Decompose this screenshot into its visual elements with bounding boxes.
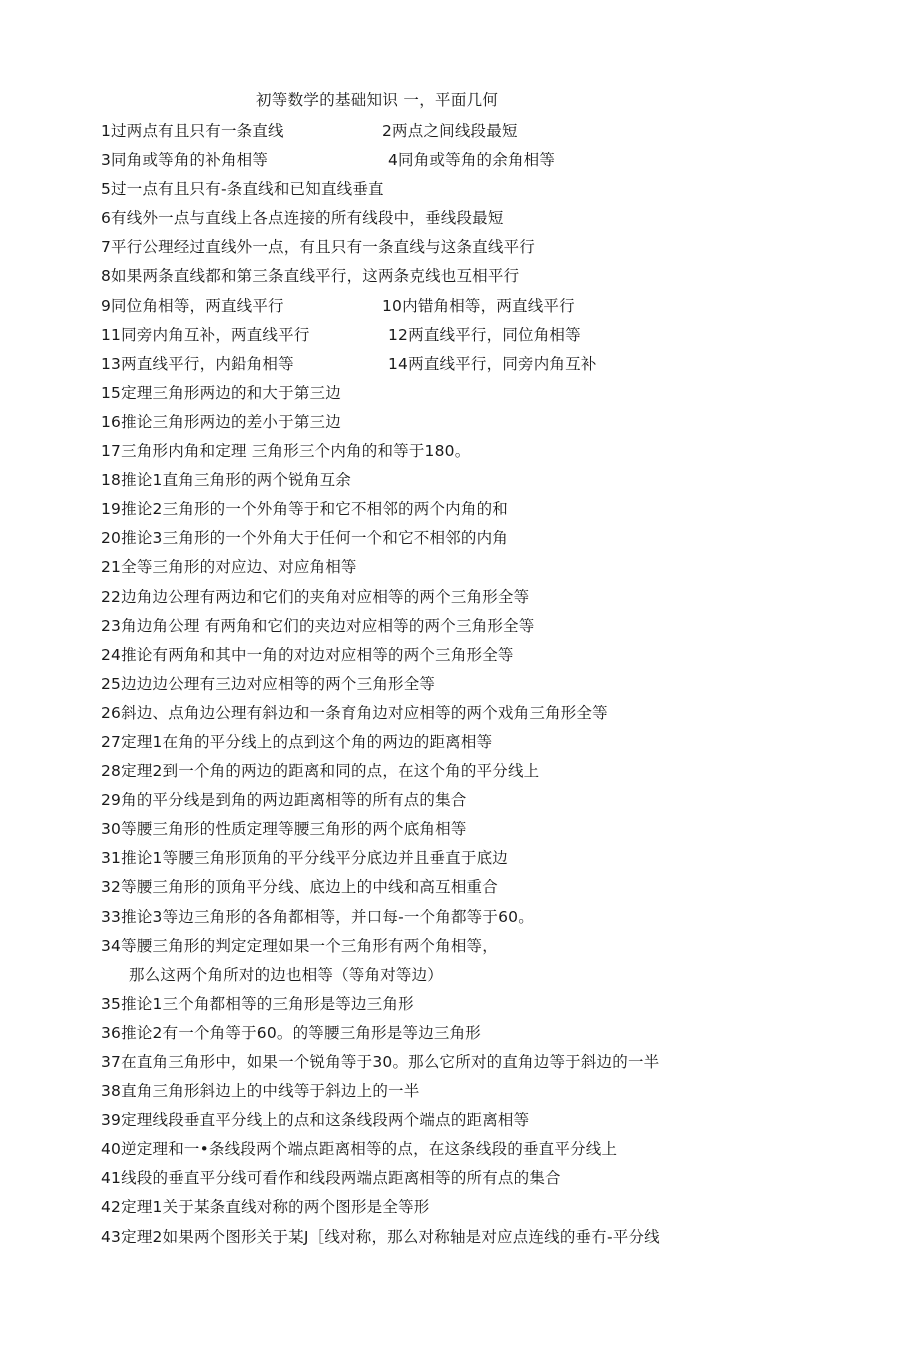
line-text: 25边边边公理有三边对应相等的两个三角形全等 [101,674,436,693]
line-text: 39定理线段垂直平分线上的点和这条线段两个端点的距离相等 [101,1111,530,1130]
line-text: 26斜边、点角边公理有斜边和一条育角边对应相等的两个戏角三角形全等 [101,703,608,722]
line-text: 29角的平分线是到角的两边距离相等的所有点的集合 [101,791,467,810]
line-text: 16推论三角形两边的差小于第三边 [101,412,341,431]
text-line [101,1048,660,1077]
text-lines [101,117,660,1252]
text-line [101,553,660,582]
line-text: 8如果两条直线都和第三条直线平行，这两条克线也互相平行 [101,267,520,286]
text-line [101,641,660,670]
text-line [101,786,660,815]
line-text: 11同旁内角互补，两直线平行 [101,325,310,344]
text-line [101,262,660,291]
line-text: 33推论3等边三角形的各角都相等，并口每-一个角都等于60。 [101,907,534,926]
text-line [101,1019,660,1048]
line-text-second-column: 4同角或等角的余角相等 [388,151,556,170]
line-text: 31推论1等腰三角形顶角的平分线平分底边并且垂直于底边 [101,849,508,868]
line-text: 37在直角三角形中，如果一个锐角等于30。那么它所对的直角边等于斜边的一半 [101,1053,660,1071]
text-line [101,495,660,524]
line-text: 32等腰三角形的顶角平分线、底边上的中线和高互相重合 [101,878,498,897]
line-text: 9同位角相等，两直线平行 [101,296,284,315]
line-text: 22边角边公理有两边和它们的夹角对应相等的两个三角形全等 [101,587,530,606]
text-line [101,961,660,990]
line-text: 24推论有两角和其中一角的对边对应相等的两个三角形全等 [101,645,514,664]
text-line [101,1164,660,1193]
line-text: 35推论1三个角都相等的三角形是等边三角形 [101,994,414,1013]
text-line [101,524,660,553]
text-line [101,233,660,262]
line-text: 6有线外一点与直线上各点连接的所有线段中，垂线段最短 [101,209,504,228]
text-line [101,204,660,233]
line-text: 23角边角公理 有两角和它们的夹边对应相等的两个三角形全等 [101,616,535,635]
line-text: 那么这两个角所对的边也相等（等角对等边） [129,965,444,984]
line-text: 27定理1在角的平分线上的点到这个角的两边的距离相等 [101,732,493,751]
text-line [101,670,660,699]
line-text-second-column: 10内错角相等，两直线平行 [382,296,575,315]
line-text: 19推论2三角形的一个外角等于和它不相邻的两个内角的和 [101,500,508,519]
text-line [101,379,660,408]
line-text: 36推论2有一个角等于60。的等腰三角形是等边三角形 [101,1023,482,1042]
line-text: 5过一点有且只有-条直线和已知直线垂直 [101,180,384,199]
text-line [101,728,660,757]
text-line [101,437,660,466]
page-title: 初等数学的基础知识 一，平面几何 [256,91,499,109]
line-text: 40逆定理和一•条线段两个端点距离相等的点，在这条线段的垂直平分线上 [101,1140,618,1159]
line-text: 7平行公理经过直线外一点，有且只有一条直线与这条直线平行 [101,238,535,257]
line-text-second-column: 14两直线平行，同旁内角互补 [388,354,597,373]
text-line [101,1223,660,1252]
line-text: 43定理2如果两个图形关于某J［线对称，那么对称轴是对应点连线的垂冇-平分线 [101,1227,660,1246]
line-text: 34等腰三角形的判定定理如果一个三角形有两个角相等， [101,936,498,955]
text-line [101,350,660,379]
line-text: 30等腰三角形的性质定理等腰三角形的两个底角相等 [101,820,467,839]
line-text: 13两直线平行，内鉛角相等 [101,354,294,373]
line-text: 38直角三角形斜边上的中线等于斜边上的一半 [101,1082,420,1101]
line-text: 20推论3三角形的一个外角大于任何一个和它不相邻的内角 [101,529,508,548]
text-line [101,146,660,175]
text-line [101,932,660,961]
text-line [101,757,660,786]
line-text: 15定理三角形两边的和大于第三边 [101,383,341,402]
text-line [101,1135,660,1164]
text-line [101,583,660,612]
text-line [101,1106,660,1135]
text-line [101,612,660,641]
line-text: 28定理2到一个角的两边的距离和同的点，在这个角的平分线上 [101,762,540,781]
text-line [101,815,660,844]
line-text: 1过两点有且只有一条直线 [101,122,284,140]
line-text-second-column: 2两点之间线段最短 [382,122,518,140]
line-text: 17三角形内角和定理 三角形三个内角的和等于180。 [101,442,471,461]
line-text: 42定理1关于某条直线对称的两个图形是全等形 [101,1198,430,1217]
line-text: 41线段的垂直平分线可看作和线段两端点距离相等的所有点的集合 [101,1169,561,1188]
text-line [101,175,660,204]
text-line [101,408,660,437]
text-line [101,117,660,146]
line-text: 18推论1直角三角形的两个锐角互余 [101,471,351,490]
text-line [101,990,660,1019]
text-line [101,699,660,728]
line-text: 21全等三角形的对应边、对应角相等 [101,558,357,577]
text-line [101,844,660,873]
text-line [101,1077,660,1106]
text-line [101,873,660,902]
text-line [101,903,660,932]
text-line [101,321,660,350]
text-line [101,466,660,495]
line-text: 3同角或等角的补角相等 [101,151,269,170]
text-line [101,1193,660,1222]
line-text-second-column: 12两直线平行，同位角相等 [388,325,581,344]
text-line [101,292,660,321]
